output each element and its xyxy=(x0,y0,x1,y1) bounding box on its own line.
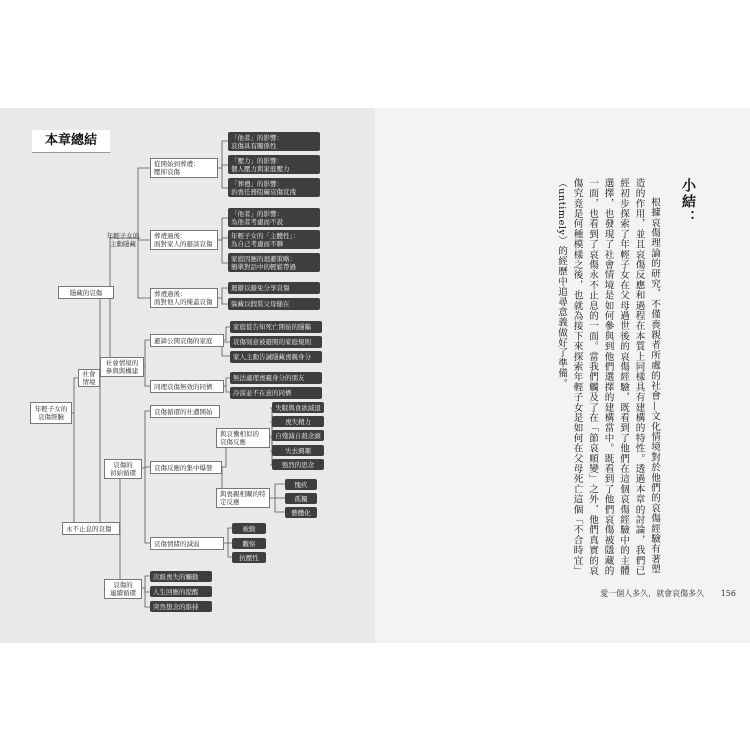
node-reaction-focus xyxy=(150,461,222,474)
node-label: 年輕子女的「主體性」： 為自己考慮而不聊 xyxy=(231,231,300,248)
node-after-funeral-family xyxy=(150,230,218,250)
node-others-influence xyxy=(228,132,320,151)
node-avoid-share xyxy=(228,282,320,294)
running-title: 愛一個人多久，就會哀傷多久 xyxy=(600,589,705,598)
node-label: 次級喪失的觸動 xyxy=(153,572,199,581)
node-others-consider xyxy=(228,208,320,227)
node-loneliness xyxy=(285,493,317,504)
node-label: 哀傷情緒的減弱 xyxy=(154,539,200,548)
node-label: 人生回應的提醒 xyxy=(153,587,199,596)
node-family-strategy xyxy=(228,253,320,272)
node-social-participation xyxy=(100,357,144,377)
node-label: 「壓力」的影響： 個人壓力與家庭壓力 xyxy=(231,156,290,173)
node-label: 社會情境的 參與與構建 xyxy=(105,359,139,375)
node-label: 避諱公開哀傷的家庭 xyxy=(154,336,213,345)
node-lose-direction xyxy=(272,402,324,413)
node-label: 迴避以避免分享哀傷 xyxy=(231,284,290,292)
node-label: 抗壓性 xyxy=(239,553,259,562)
node-lose-interest xyxy=(272,445,324,456)
node-observe xyxy=(232,538,266,549)
node-label: 哀傷循環的社遭開始 xyxy=(154,407,213,416)
node-same-age xyxy=(150,380,224,393)
node-label: 強烈的思念 xyxy=(281,460,315,469)
node-label: 哀傷的 初始循環 xyxy=(110,461,136,477)
node-lose-energy xyxy=(272,416,324,427)
node-label: 藝體化 xyxy=(291,508,311,517)
node-initial-reaction xyxy=(104,459,142,479)
node-label: 觀察 xyxy=(242,539,256,548)
node-bereavement-related xyxy=(216,488,270,508)
left-page xyxy=(0,108,375,643)
node-social-context xyxy=(78,369,100,387)
node-pressure xyxy=(228,155,320,174)
node-endless-grief xyxy=(62,522,120,535)
node-young-hidden xyxy=(102,230,144,250)
node-grief-emotion xyxy=(150,537,224,550)
node-label: 哀傷的 連續循環 xyxy=(110,581,136,597)
node-label: 愧疚 xyxy=(294,480,308,489)
node-avoid-public xyxy=(150,334,224,347)
node-label: 孤獨 xyxy=(294,494,308,503)
node-funeral xyxy=(228,178,320,197)
section-heading: 小結： xyxy=(680,178,696,226)
node-label: 葬禮過後： 面對家人的避談哀傷 xyxy=(154,232,213,248)
node-self-hide xyxy=(230,351,322,363)
node-label: 失眠與食欲減退 xyxy=(275,403,321,412)
node-similar-reaction xyxy=(216,428,270,448)
node-continuing xyxy=(104,579,142,599)
node-after-funeral-others xyxy=(150,288,218,308)
node-grief-environment xyxy=(150,405,220,418)
node-from-start xyxy=(150,158,218,178)
summary-text-block xyxy=(554,178,699,578)
node-hidden-grief xyxy=(58,286,114,299)
node-label: 隱藏的哀傷 xyxy=(69,288,103,297)
node-label: 喪失精力 xyxy=(285,417,311,426)
node-label: 「葬禮」的影響： 治喪任務阻礙哀傷宣洩 xyxy=(231,179,296,196)
node-label: 年輕子女的 主動隱藏 xyxy=(106,232,140,248)
node-label: 從開始到葬禮： 壓抑哀傷 xyxy=(154,160,200,176)
chapter-summary-title: 本章總結 xyxy=(32,130,110,152)
node-label: 「他者」的影響： 哀傷具有關係性 xyxy=(231,133,283,150)
node-label: 自殘減自殺念頭 xyxy=(275,431,321,440)
node-family-taboo xyxy=(230,321,322,333)
node-label: 年輕子女的 哀傷經驗 xyxy=(34,405,68,421)
book-spread xyxy=(0,108,750,643)
node-subject xyxy=(228,230,320,249)
right-page xyxy=(375,108,750,643)
node-life-reminder xyxy=(150,586,212,597)
mindmap-root xyxy=(30,402,72,424)
node-label: 被動 xyxy=(242,524,256,533)
node-no-response xyxy=(230,372,322,384)
node-guilt xyxy=(285,479,317,490)
node-label: 冷漠並不在意的同儕 xyxy=(233,389,292,397)
node-label: 同理哀傷無效的同儕 xyxy=(154,382,213,391)
page-footer xyxy=(600,588,736,599)
node-label: 「他者」的影響： 為他者考慮而不說 xyxy=(231,209,283,226)
node-label: 與喪親相關的特 定反應 xyxy=(220,490,266,506)
node-self-blame xyxy=(272,430,324,441)
node-label: 躲藏以假裝父母健在 xyxy=(231,300,290,308)
node-grief-rule xyxy=(230,336,322,348)
node-loss-contact xyxy=(150,571,212,582)
node-label: 家庭從告知死亡開始的隱瞞 xyxy=(233,323,311,331)
node-idealize xyxy=(285,507,317,518)
node-label: 突然想念的維持 xyxy=(153,602,199,611)
node-not-care xyxy=(230,387,322,399)
node-strong-thought xyxy=(272,459,324,470)
node-label: 家人主動告誡隱藏喪親身分 xyxy=(233,353,311,361)
node-resilience xyxy=(232,552,266,563)
node-hide-parent xyxy=(228,298,320,310)
node-label: 失去興趣 xyxy=(285,446,311,455)
node-label: 哀傷反應的集中爆發 xyxy=(154,463,213,472)
node-label: 與哀慟相似的 哀傷反應 xyxy=(220,430,259,446)
page-number: 156 xyxy=(720,589,736,598)
node-label: 社會 情境 xyxy=(82,370,96,386)
node-label: 家庭因應的迴避策略： 簡單對話中的輕鬆帶過 xyxy=(231,254,296,271)
node-passive xyxy=(232,523,266,534)
node-label: 永不止息的哀傷 xyxy=(66,524,112,533)
node-sudden xyxy=(150,601,212,612)
node-label: 葬禮過後： 面對他人的掩蓋哀傷 xyxy=(154,290,213,306)
node-label: 哀傷刻意被避開的家庭規則 xyxy=(233,338,311,346)
node-label: 無法處理喪親身分的朋友 xyxy=(233,374,305,382)
summary-paragraph: 根據哀傷理論的研究，不僅喪親者所處的社會—文化情境對於他們的哀傷經驗有著塑造的作用，並且哀傷反應和過程在本質上同樣具有建構的特性。透過本章的討論，我們已經初步探索了年輕子女在父母過世後的哀傷經驗，既看到了他們在這個哀傷經驗中的主體選擇，也發現了社會情境是如何參與到他們選擇的建構當中。既看到了他們哀傷被隱藏的一面，也看到了哀傷永不止息的一面。當我們觸及了在「節哀順變」之外，他們真實的哀傷究竟是何種模樣之後，也就為接下來探索年輕子女是如何在父母死亡這個「不合時宜」（untimely）的經歷中追尋意義做好了準備。 xyxy=(556,178,660,576)
